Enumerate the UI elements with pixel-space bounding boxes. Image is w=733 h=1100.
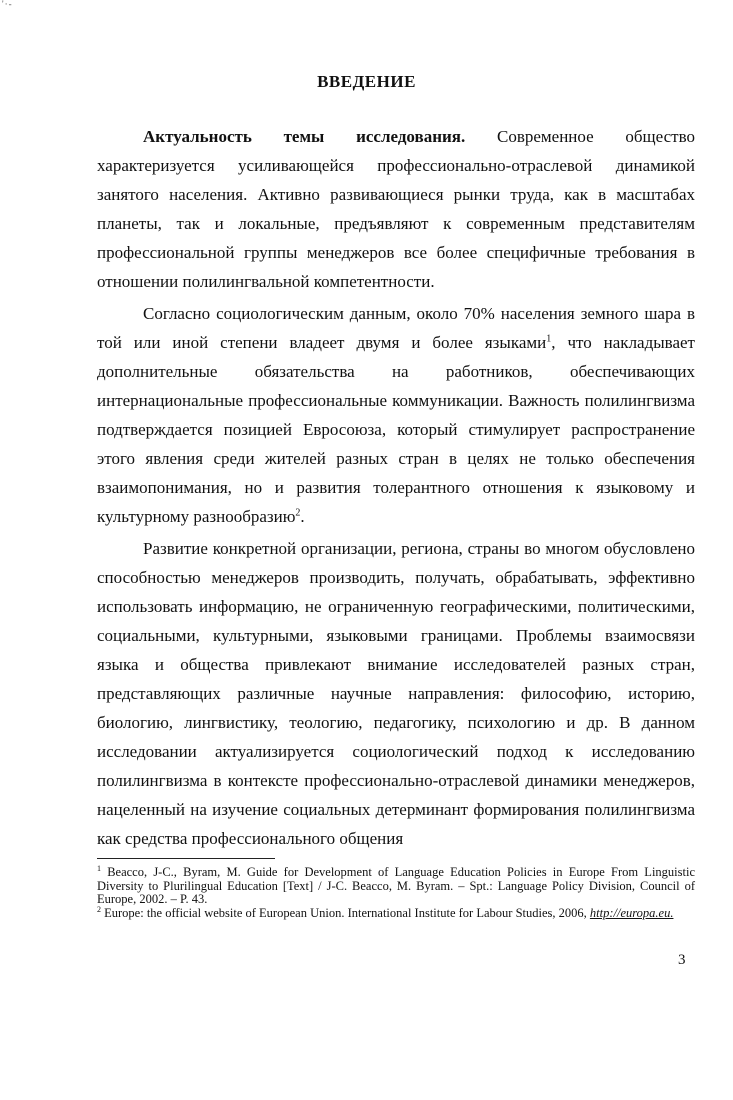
footnote-reference-2[interactable]: 2 [295,507,301,519]
footnote-mark-1: 1 [97,863,101,873]
paragraph-text: Современное общество характеризуется усиливающейся профессионально-отраслевой динамикой занятого населения. Активно развивающиеся рынки труда, как в масштабах планеты, так и локальные, предъявляют к современным представителям профессиональной группы менеджеров все более специфичные требования в отношении полилингвальной компетентности. [97,127,695,291]
footnotes [97,863,695,920]
footnote-text: Beacco, J-C., Byram, M. Guide for Development of Language Education Policies in Europe From Linguistic Diversity to Plurilingual Education [Text] / J-C. Beacco, M. Byram. – Spt.: Language Policy Division, Council of Europe, 2002. – P. 43. [97,865,695,906]
footnote-text: Europe: the official website of European Union. International Institute for Labour Studies, 2006, [101,905,590,920]
paragraph-statistics [97,299,695,531]
footnote-link[interactable]: http://europa.eu. [589,905,674,920]
paragraph-text: Согласно социологическим данным, около 70% населения земного шара в той или иной степени владеет двумя и более языками [97,304,695,352]
footnote-mark-2: 2 [97,904,101,914]
paragraph-text: . [300,507,305,526]
paragraph-development: Развитие конкретной организации, региона, страны во многом обусловлено способностью менеджеров производить, получать, обрабатывать, эффективно использовать информацию, не ограниченную географическими, политическими, социальными, культурными, языковыми границами. Проблемы взаимосвязи языка и общества привлекают внимание исследователей разных стран, представляющих различные научные направления: философию, историю, биологию, лингвистику, теологию, педагогику, психологию и др. В данном исследовании актуализируется социологический подход к исследованию полилингвизма в контексте профессионально-отраслевой динамики менеджеров, нацеленный на изучение социальных детерминант формирования полилингвизма как средства профессионального общения [97,539,695,848]
footnote-1 [97,863,695,907]
page-title: ВВЕДЕНИЕ [317,72,416,91]
paragraph-lead: Актуальность темы исследования. [143,127,466,146]
footnote-2 [97,904,695,921]
body-text [97,122,695,856]
paragraph-text: , что накладывает дополнительные обязательства на работников, обеспечивающих интернациональные профессиональные коммуникации. Важность полилингвизма подтверждается позицией Евросоюза, который стимулирует распространение этого явления среди жителей разных стран в целях не только обеспечения взаимопонимания, но и развития толерантного отношения к языковому и культурному разнообразию [97,333,695,526]
scan-corner-mark: '·- [2,0,13,9]
footnote-separator [97,858,275,859]
page-number: 3 [678,952,686,968]
paragraph-relevance [97,122,695,296]
footnote-reference-1[interactable]: 1 [546,333,552,345]
